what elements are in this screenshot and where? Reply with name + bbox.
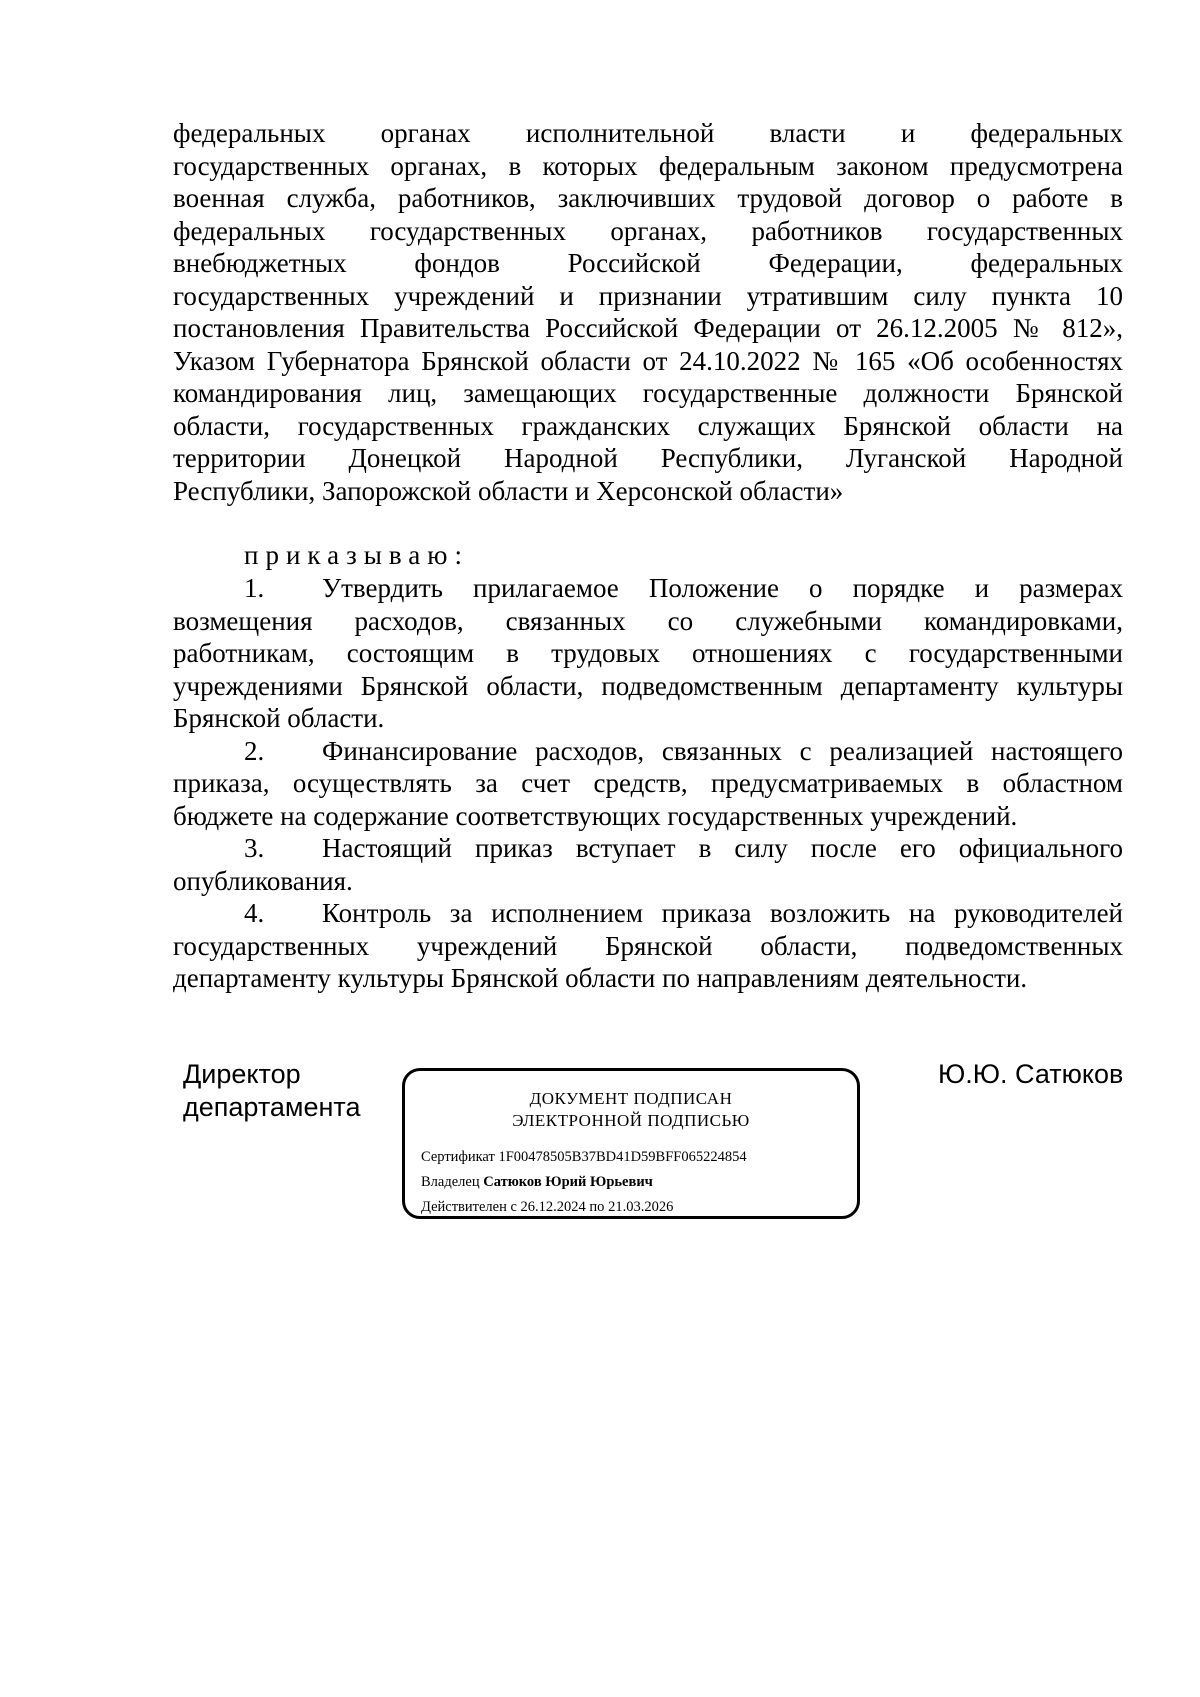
order-item-number: 3. (244, 833, 265, 863)
order-item-first-line (173, 735, 1123, 768)
stamp-certificate-value: 1F00478505B37BD41D59BFF065224854 (498, 1149, 747, 1165)
signatory-name: Ю.Ю. Сатюков (938, 1059, 1124, 1089)
intro-line: внебюджетных фондов Российской Федерации, федеральных (173, 248, 1123, 278)
stamp-certificate (421, 1148, 747, 1166)
order-item-last-line: бюджете на содержание соответствующих государственных учреждений. (173, 800, 1018, 831)
intro-last-line: Республики, Запорожской области и Херсонской области» (173, 475, 844, 506)
order-item-line: возмещения расходов, связанных со служебными командировками, (173, 605, 1123, 636)
order-item-first-line (173, 832, 1123, 865)
order-item (173, 735, 1123, 833)
order-item-last-line: Брянской области. (173, 703, 385, 733)
order-item (173, 572, 1123, 735)
stamp-valid-to: 21.03.2026 (608, 1199, 674, 1215)
order-item-first-line (173, 897, 1123, 930)
order-item-last-line: опубликования. (173, 865, 353, 896)
stamp-valid-from-label: с (510, 1199, 517, 1215)
signatory-position-line2: департамента (183, 1092, 361, 1122)
order-item-first-text: Финансирование расходов, связанных с реализацией настоящего (322, 735, 1123, 766)
order-item-number: 1. (244, 573, 265, 603)
intro-line: Указом Губернатора Брянской области от 24.10.2022 № 165 «Об особенностях (173, 345, 1123, 376)
intro-line: федеральных органах исполнительной власти и федеральных (173, 118, 1123, 148)
order-item (173, 832, 1123, 897)
order-item-line: работникам, состоящим в трудовых отношениях с государственными (173, 638, 1123, 668)
order-item-first-text: Контроль за исполнением приказа возложить на руководителей (322, 898, 1123, 928)
order-item-first-line (173, 572, 1123, 605)
intro-line: командирования лиц, замещающих государственные должности Брянской (173, 378, 1123, 408)
signatory-position (183, 1058, 360, 1124)
intro-paragraph (173, 117, 1123, 507)
stamp-heading-line2: ЭЛЕКТРОННОЙ ПОДПИСЬЮ (512, 1111, 750, 1130)
order-item-first-text: Утвердить прилагаемое Положение о порядке и размерах (322, 573, 1123, 603)
stamp-valid-from: 26.12.2024 (520, 1199, 586, 1215)
intro-line: государственных органах, в которых федеральным законом предусмотрена (173, 150, 1123, 181)
signatory-position-line1: Директор (183, 1059, 301, 1089)
stamp-valid-label: Действителен (421, 1199, 507, 1215)
stamp-certificate-label: Сертификат (421, 1149, 495, 1165)
intro-line: территории Донецкой Народной Республики, Луганской Народной (173, 443, 1123, 473)
intro-line: военная служба, работников, заключивших трудовой договор о работе в (173, 183, 1123, 213)
order-item-line: учреждениями Брянской области, подведомственным департаменту культуры (173, 670, 1123, 701)
intro-line: федеральных государственных органах, работников государственных (173, 215, 1123, 246)
stamp-validity (421, 1198, 673, 1216)
stamp-heading-line1: ДОКУМЕНТ ПОДПИСАН (529, 1089, 733, 1108)
order-items (173, 572, 1123, 995)
order-item-line: государственных учреждений Брянской области, подведомственных (173, 930, 1123, 961)
order-item-last-line: департаменту культуры Брянской области по направлениям деятельности. (173, 963, 1028, 993)
order-item-number: 2. (244, 735, 265, 766)
order-item-line: приказа, осуществлять за счет средств, предусматриваемых в областном (173, 768, 1123, 798)
stamp-valid-to-label: по (589, 1199, 605, 1215)
electronic-signature-stamp (402, 1068, 860, 1219)
stamp-owner-value: Сатюков Юрий Юрьевич (483, 1174, 653, 1190)
intro-line: государственных учреждений и признании утратившим силу пункта 10 (173, 280, 1123, 311)
order-item-first-text: Настоящий приказ вступает в силу после его официального (322, 833, 1123, 863)
intro-line: области, государственных гражданских служащих Брянской области на (173, 410, 1123, 441)
stamp-owner-label: Владелец (421, 1174, 480, 1190)
order-item (173, 897, 1123, 995)
stamp-owner (421, 1173, 653, 1191)
order-word: приказываю: (244, 540, 469, 570)
order-item-number: 4. (244, 898, 265, 928)
intro-line: постановления Правительства Российской Федерации от 26.12.2005 № 812», (173, 313, 1123, 343)
stamp-heading (405, 1088, 857, 1132)
